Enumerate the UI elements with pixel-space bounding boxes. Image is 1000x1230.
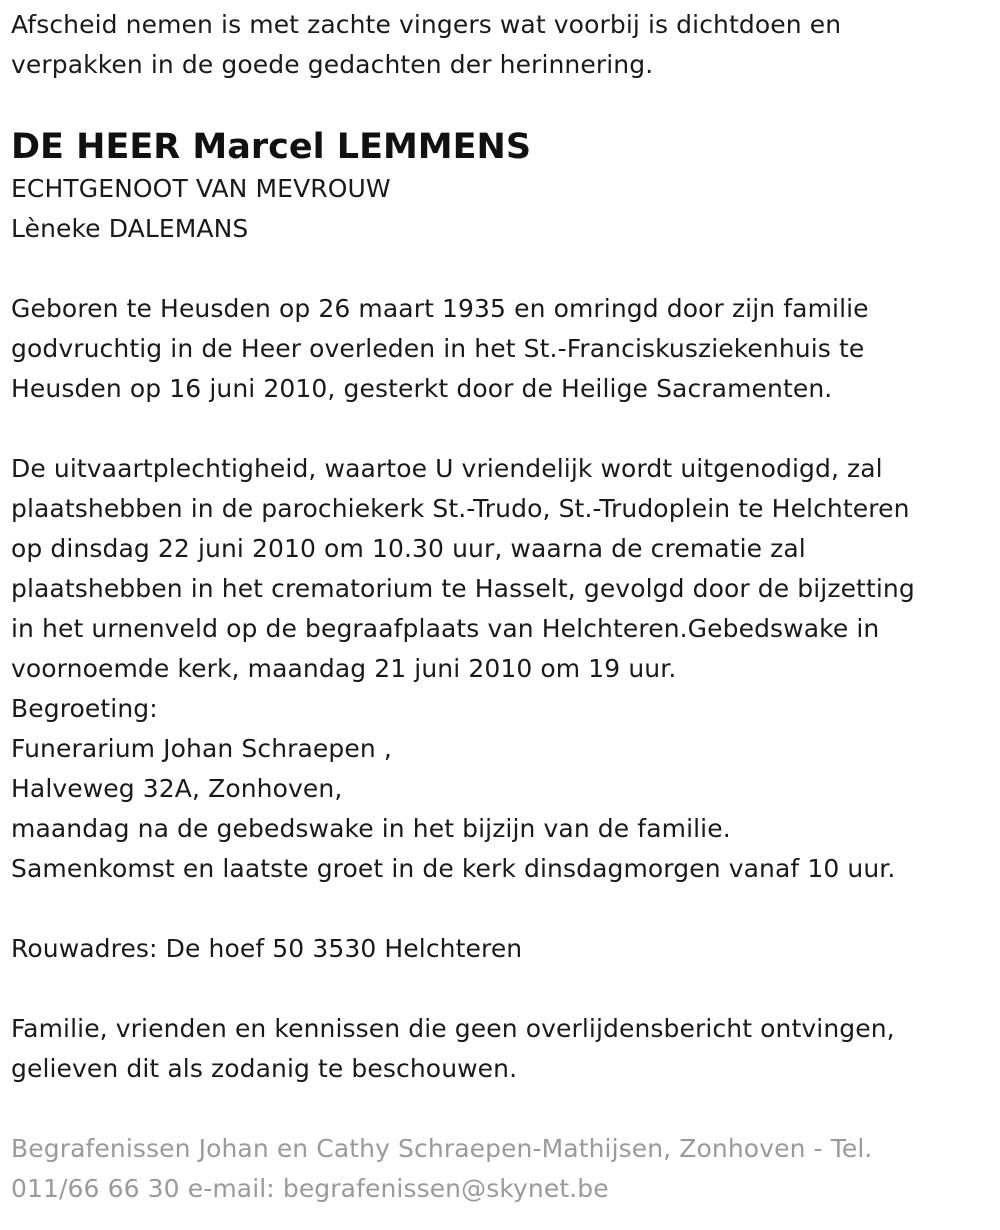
mourning-address: Rouwadres: De hoef 50 3530 Helchteren	[11, 934, 523, 963]
spouse-name: Lèneke DALEMANS	[11, 214, 249, 243]
funeral-home-footer	[11, 1129, 991, 1209]
paragraph-line: Halveweg 32A, Zonhoven,	[11, 774, 343, 803]
paragraph-line: op dinsdag 22 juni 2010 om 10.30 uur, waarna de crematie zal	[11, 534, 806, 563]
paragraph-line: godvruchtig in de Heer overleden in het St.-Franciskusziekenhuis te	[11, 334, 865, 363]
closing-paragraph	[11, 1009, 991, 1089]
paragraph-line: Geboren te Heusden op 26 maart 1935 en omringd door zijn familie	[11, 294, 869, 323]
intro-quote	[11, 5, 991, 85]
footer-line: Begrafenissen Johan en Cathy Schraepen-Mathijsen, Zonhoven - Tel.	[11, 1134, 873, 1163]
paragraph-line: Funerarium Johan Schraepen ,	[11, 734, 392, 763]
paragraph-line: De uitvaartplechtigheid, waartoe U vriendelijk wordt uitgenodigd, zal	[11, 454, 883, 483]
paragraph-line: Begroeting:	[11, 694, 158, 723]
relation-line: ECHTGENOOT VAN MEVROUW	[11, 174, 391, 203]
obituary-notice	[11, 5, 991, 1209]
paragraph-line: voornoemde kerk, maandag 21 juni 2010 om 19 uur.	[11, 654, 677, 683]
deceased-name: DE HEER Marcel LEMMENS	[11, 127, 532, 167]
birth-death-paragraph	[11, 289, 991, 409]
intro-line: Afscheid nemen is met zachte vingers wat voorbij is dichtdoen en	[11, 10, 842, 39]
paragraph-line: maandag na de gebedswake in het bijzijn van de familie.	[11, 814, 731, 843]
paragraph-line: Samenkomst en laatste groet in de kerk dinsdagmorgen vanaf 10 uur.	[11, 854, 896, 883]
paragraph-line: gelieven dit als zodanig te beschouwen.	[11, 1054, 518, 1083]
paragraph-line: plaatshebben in het crematorium te Hasselt, gevolgd door de bijzetting	[11, 574, 915, 603]
paragraph-line: Heusden op 16 juni 2010, gesterkt door de Heilige Sacramenten.	[11, 374, 833, 403]
intro-line: verpakken in de goede gedachten der herinnering.	[11, 50, 654, 79]
paragraph-line: Familie, vrienden en kennissen die geen overlijdensbericht ontvingen,	[11, 1014, 895, 1043]
paragraph-line: in het urnenveld op de begraafplaats van Helchteren.Gebedswake in	[11, 614, 880, 643]
paragraph-line: plaatshebben in de parochiekerk St.-Trudo, St.-Trudoplein te Helchteren	[11, 494, 910, 523]
footer-line: 011/66 66 30 e-mail: begrafenissen@skynet.be	[11, 1174, 609, 1203]
ceremony-paragraph	[11, 449, 991, 889]
